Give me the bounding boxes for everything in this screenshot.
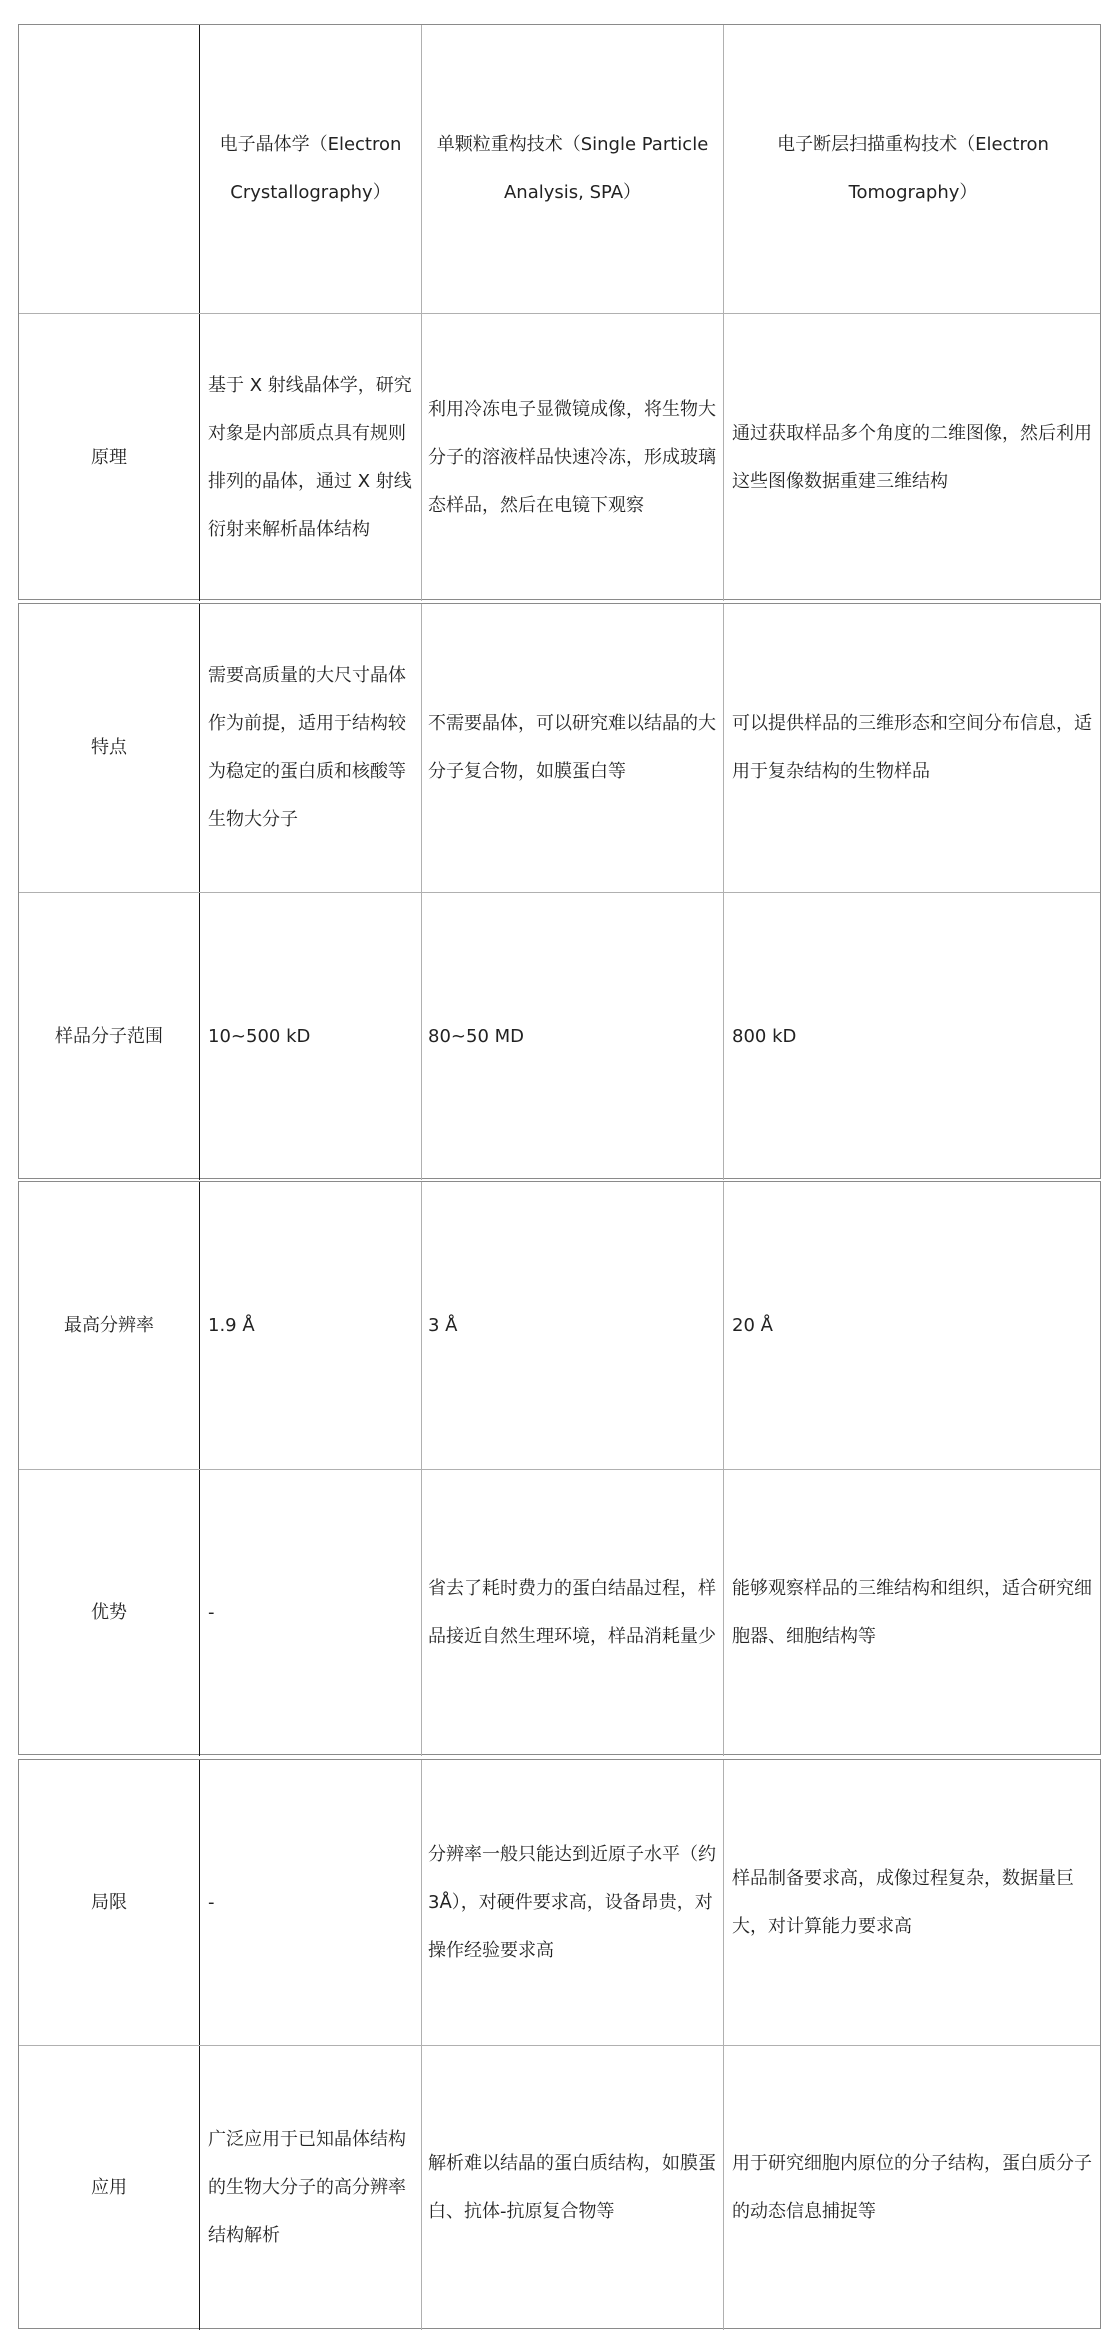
row-label: 原理 [91, 446, 127, 468]
cell-crystallography: 基于 X 射线晶体学，研究对象是内部质点具有规则排列的晶体，通过 X 射线衍射来解析晶体结构 [199, 314, 421, 601]
cell-crystallography: 1.9 Å [199, 1182, 421, 1469]
cell-tomography: 20 Å [723, 1182, 1100, 1469]
table-block-1 [18, 24, 1101, 600]
cell-crystallography: - [199, 1760, 421, 2045]
cell-spa: 省去了耗时费力的蛋白结晶过程，样品接近自然生理环境，样品消耗量少 [421, 1470, 723, 1756]
header-empty-cell [19, 25, 199, 313]
table-row-advantages [19, 1469, 1100, 1756]
cell-spa: 3 Å [421, 1182, 723, 1469]
table-row-sample-range [19, 892, 1100, 1180]
header-electron-tomography: 电子断层扫描重构技术（Electron Tomography） [723, 25, 1100, 313]
cell-spa: 解析难以结晶的蛋白质结构，如膜蛋白、抗体-抗原复合物等 [421, 2046, 723, 2330]
table-row-principle [19, 313, 1100, 601]
cell-spa: 不需要晶体，可以研究难以结晶的大分子复合物，如膜蛋白等 [421, 604, 723, 892]
table-block-2 [18, 603, 1101, 1179]
row-label: 最高分辨率 [64, 1314, 154, 1336]
cell-tomography: 用于研究细胞内原位的分子结构，蛋白质分子的动态信息捕捉等 [723, 2046, 1100, 2330]
row-label: 优势 [91, 1602, 127, 1623]
cell-spa: 80~50 MD [421, 893, 723, 1180]
table-row-features [19, 604, 1100, 892]
cell-tomography: 样品制备要求高，成像过程复杂，数据量巨大，对计算能力要求高 [723, 1760, 1100, 2045]
table-block-4 [18, 1759, 1101, 2329]
header-single-particle-analysis: 单颗粒重构技术（Single Particle Analysis, SPA） [421, 25, 723, 313]
cell-spa: 分辨率一般只能达到近原子水平（约 3Å），对硬件要求高，设备昂贵，对操作经验要求高 [421, 1760, 723, 2045]
table-row-resolution [19, 1182, 1100, 1469]
cell-tomography: 800 kD [723, 893, 1100, 1180]
table-header-row [19, 25, 1100, 313]
cell-crystallography: 需要高质量的大尺寸晶体作为前提，适用于结构较为稳定的蛋白质和核酸等生物大分子 [199, 604, 421, 892]
table-row-applications [19, 2045, 1100, 2330]
cell-tomography: 能够观察样品的三维结构和组织，适合研究细胞器、细胞结构等 [723, 1470, 1100, 1756]
table-block-3 [18, 1181, 1101, 1755]
cell-spa: 利用冷冻电子显微镜成像，将生物大分子的溶液样品快速冷冻，形成玻璃态样品，然后在电镜下观察 [421, 314, 723, 601]
row-label: 特点 [91, 737, 127, 758]
table-row-limitations [19, 1760, 1100, 2045]
cell-tomography: 可以提供样品的三维形态和空间分布信息，适用于复杂结构的生物样品 [723, 604, 1100, 892]
row-label: 样品分子范围 [55, 1025, 163, 1047]
cell-crystallography: - [199, 1470, 421, 1756]
cell-crystallography: 10~500 kD [199, 893, 421, 1180]
row-label: 局限 [91, 1891, 127, 1913]
header-electron-crystallography: 电子晶体学（Electron Crystallography） [199, 25, 421, 313]
cell-tomography: 通过获取样品多个角度的二维图像，然后利用这些图像数据重建三维结构 [723, 314, 1100, 601]
row-label: 应用 [91, 2177, 127, 2198]
cell-crystallography: 广泛应用于已知晶体结构的生物大分子的高分辨率结构解析 [199, 2046, 421, 2330]
